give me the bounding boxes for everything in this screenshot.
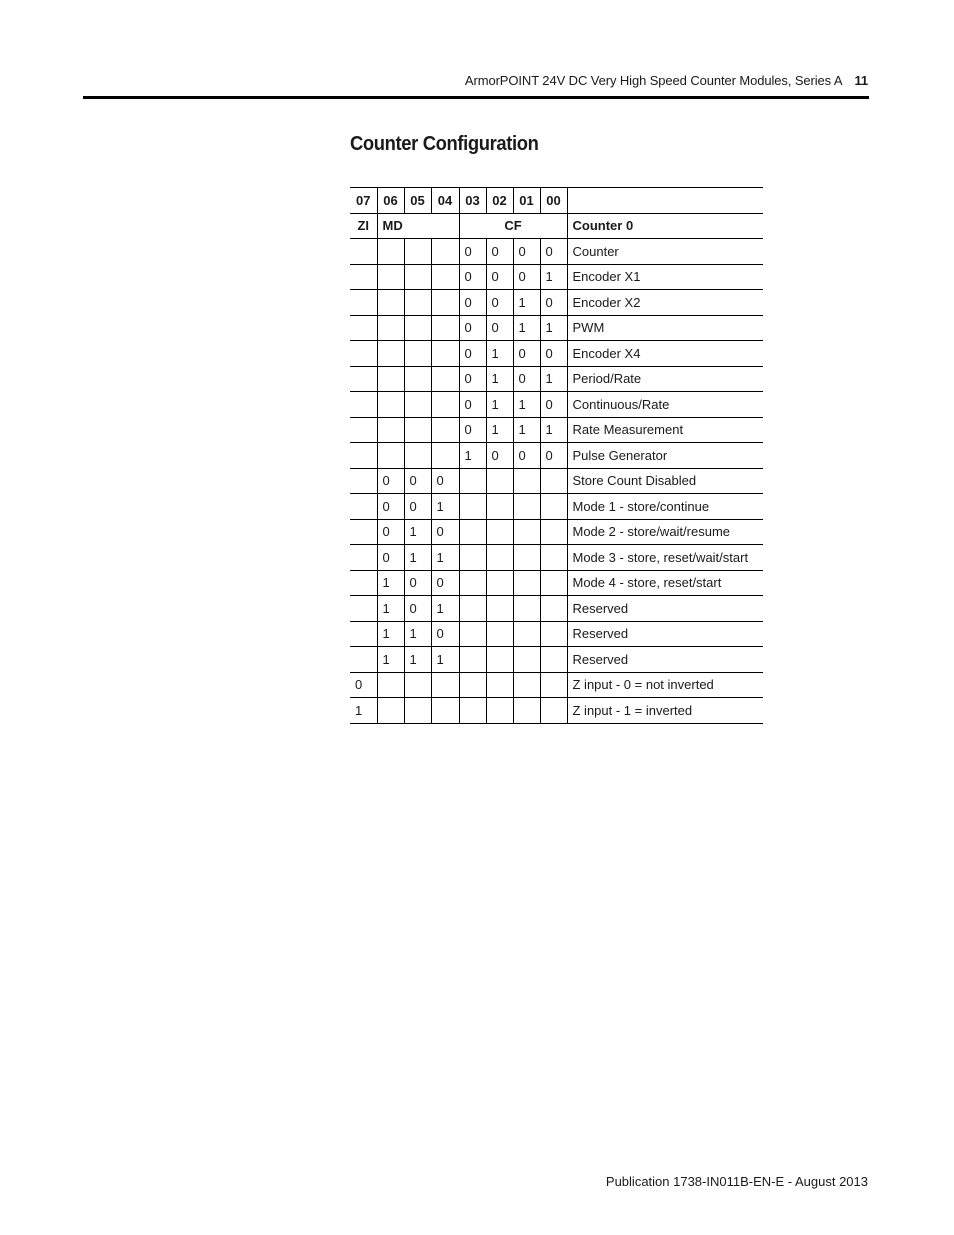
bit-value-cell xyxy=(486,570,513,596)
description-cell: Mode 3 - store, reset/wait/start xyxy=(567,545,763,571)
bit-value-cell: 0 xyxy=(540,443,567,469)
bit-value-cell: 0 xyxy=(459,392,486,418)
bit-value-cell: 1 xyxy=(486,417,513,443)
bit-value-cell xyxy=(486,621,513,647)
bit-value-cell xyxy=(540,621,567,647)
bit-value-cell: 0 xyxy=(513,341,540,367)
bit-value-cell xyxy=(486,545,513,571)
counter-configuration-table xyxy=(350,187,763,724)
bit-value-cell: 0 xyxy=(513,443,540,469)
bit-header-row xyxy=(350,188,763,214)
table-row xyxy=(350,264,763,290)
bit-value-cell xyxy=(404,290,431,316)
bit-value-cell xyxy=(350,290,377,316)
bit-value-cell: 0 xyxy=(540,392,567,418)
md-group-cell: MD xyxy=(377,213,459,239)
description-cell: PWM xyxy=(567,315,763,341)
bit-value-cell: 0 xyxy=(431,570,459,596)
bit-value-cell xyxy=(431,672,459,698)
table-row xyxy=(350,392,763,418)
description-cell: Reserved xyxy=(567,647,763,673)
bit-value-cell: 0 xyxy=(431,621,459,647)
bit-value-cell: 0 xyxy=(459,239,486,265)
description-cell: Mode 4 - store, reset/start xyxy=(567,570,763,596)
page-number: 11 xyxy=(854,73,868,88)
bit-value-cell xyxy=(350,647,377,673)
bit-value-cell xyxy=(377,341,404,367)
bit-value-cell xyxy=(431,366,459,392)
bit-value-cell xyxy=(540,698,567,724)
bit-value-cell xyxy=(404,315,431,341)
bit-value-cell xyxy=(377,366,404,392)
bit-value-cell xyxy=(459,698,486,724)
header-title: ArmorPOINT 24V DC Very High Speed Counter Modules, Series A xyxy=(464,73,843,88)
bit-header-cell: 02 xyxy=(486,188,513,214)
table-row xyxy=(350,545,763,571)
table-row xyxy=(350,468,763,494)
bit-value-cell: 1 xyxy=(377,570,404,596)
bit-value-cell xyxy=(431,239,459,265)
bit-value-cell: 0 xyxy=(540,290,567,316)
bit-value-cell xyxy=(350,239,377,265)
bit-value-cell xyxy=(486,672,513,698)
bit-value-cell xyxy=(431,417,459,443)
bit-value-cell xyxy=(540,468,567,494)
bit-value-cell xyxy=(404,239,431,265)
bit-value-cell: 0 xyxy=(459,417,486,443)
bit-value-cell: 1 xyxy=(404,647,431,673)
bit-value-cell: 0 xyxy=(540,341,567,367)
bit-value-cell: 0 xyxy=(540,239,567,265)
table-row xyxy=(350,647,763,673)
bit-value-cell: 0 xyxy=(459,264,486,290)
bit-value-cell: 1 xyxy=(431,545,459,571)
table-row xyxy=(350,494,763,520)
description-cell: Mode 1 - store/continue xyxy=(567,494,763,520)
bit-value-cell xyxy=(513,519,540,545)
bit-value-cell xyxy=(459,596,486,622)
description-header-blank xyxy=(567,188,763,214)
bit-value-cell xyxy=(350,545,377,571)
bit-value-cell xyxy=(404,264,431,290)
bit-value-cell: 0 xyxy=(459,290,486,316)
bit-value-cell: 1 xyxy=(431,647,459,673)
bit-value-cell xyxy=(350,494,377,520)
section-title: Counter Configuration xyxy=(350,133,539,155)
bit-header-cell: 00 xyxy=(540,188,567,214)
zi-group-cell: ZI xyxy=(350,213,377,239)
bit-value-cell: 0 xyxy=(377,545,404,571)
bit-value-cell: 0 xyxy=(404,468,431,494)
bit-value-cell: 0 xyxy=(486,264,513,290)
description-cell: Reserved xyxy=(567,621,763,647)
bit-value-cell xyxy=(404,443,431,469)
bit-value-cell xyxy=(540,647,567,673)
table-row xyxy=(350,519,763,545)
bit-value-cell xyxy=(431,392,459,418)
bit-value-cell xyxy=(404,366,431,392)
bit-value-cell xyxy=(377,264,404,290)
bit-value-cell: 1 xyxy=(513,315,540,341)
bit-value-cell: 0 xyxy=(513,239,540,265)
bit-value-cell: 1 xyxy=(459,443,486,469)
bit-value-cell xyxy=(350,315,377,341)
bit-value-cell xyxy=(459,545,486,571)
bit-value-cell xyxy=(377,239,404,265)
bit-value-cell: 1 xyxy=(377,621,404,647)
header-rule xyxy=(83,96,869,99)
bit-value-cell xyxy=(377,315,404,341)
bit-value-cell xyxy=(431,341,459,367)
bit-value-cell xyxy=(350,264,377,290)
table-row xyxy=(350,366,763,392)
bit-value-cell xyxy=(486,596,513,622)
bit-value-cell xyxy=(540,672,567,698)
description-cell: Rate Measurement xyxy=(567,417,763,443)
bit-value-cell xyxy=(459,468,486,494)
bit-value-cell xyxy=(486,494,513,520)
table-row xyxy=(350,290,763,316)
bit-value-cell: 0 xyxy=(350,672,377,698)
bit-header-cell: 03 xyxy=(459,188,486,214)
bit-value-cell xyxy=(431,315,459,341)
bit-value-cell: 1 xyxy=(404,621,431,647)
publication-footer: Publication 1738-IN011B-EN-E - August 2013 xyxy=(605,1174,868,1189)
bit-value-cell: 1 xyxy=(486,341,513,367)
bit-value-cell xyxy=(404,698,431,724)
bit-value-cell: 0 xyxy=(377,468,404,494)
bit-value-cell xyxy=(513,545,540,571)
bit-value-cell: 0 xyxy=(377,519,404,545)
bit-value-cell xyxy=(459,519,486,545)
bit-value-cell: 1 xyxy=(404,519,431,545)
bit-value-cell: 0 xyxy=(404,596,431,622)
bit-value-cell xyxy=(350,392,377,418)
bit-value-cell: 1 xyxy=(540,315,567,341)
bit-value-cell xyxy=(513,596,540,622)
bit-value-cell: 1 xyxy=(513,392,540,418)
bit-value-cell xyxy=(431,443,459,469)
table-row xyxy=(350,417,763,443)
bit-value-cell xyxy=(350,596,377,622)
table-row xyxy=(350,570,763,596)
bit-header-cell: 01 xyxy=(513,188,540,214)
bit-header-cell: 06 xyxy=(377,188,404,214)
bit-value-cell: 1 xyxy=(486,392,513,418)
bit-value-cell xyxy=(513,621,540,647)
cf-group-cell: CF xyxy=(459,213,567,239)
table-row xyxy=(350,315,763,341)
bit-value-cell: 1 xyxy=(540,366,567,392)
description-cell: Encoder X2 xyxy=(567,290,763,316)
description-cell: Store Count Disabled xyxy=(567,468,763,494)
bit-value-cell xyxy=(486,519,513,545)
description-cell: Z input - 0 = not inverted xyxy=(567,672,763,698)
table-row xyxy=(350,596,763,622)
bit-value-cell xyxy=(459,570,486,596)
bit-value-cell: 0 xyxy=(459,366,486,392)
bit-value-cell xyxy=(350,570,377,596)
bit-value-cell: 0 xyxy=(486,290,513,316)
bit-value-cell xyxy=(377,672,404,698)
description-cell: Period/Rate xyxy=(567,366,763,392)
bit-value-cell: 0 xyxy=(459,315,486,341)
bit-value-cell: 0 xyxy=(513,264,540,290)
bit-value-cell: 0 xyxy=(431,468,459,494)
running-header xyxy=(465,73,868,88)
bit-value-cell: 1 xyxy=(404,545,431,571)
bit-value-cell: 1 xyxy=(486,366,513,392)
description-cell: Continuous/Rate xyxy=(567,392,763,418)
bit-value-cell xyxy=(404,341,431,367)
bit-value-cell xyxy=(350,417,377,443)
bit-value-cell xyxy=(540,570,567,596)
description-cell: Z input - 1 = inverted xyxy=(567,698,763,724)
table-row xyxy=(350,239,763,265)
counter-group-cell: Counter 0 xyxy=(567,213,763,239)
bit-value-cell: 0 xyxy=(404,494,431,520)
bit-value-cell xyxy=(513,494,540,520)
bit-value-cell: 0 xyxy=(377,494,404,520)
bit-value-cell xyxy=(350,366,377,392)
bit-value-cell xyxy=(431,290,459,316)
bit-value-cell xyxy=(459,621,486,647)
bit-value-cell: 1 xyxy=(350,698,377,724)
bit-value-cell xyxy=(377,698,404,724)
bit-value-cell xyxy=(350,341,377,367)
bit-value-cell: 0 xyxy=(513,366,540,392)
description-cell: Encoder X1 xyxy=(567,264,763,290)
bit-value-cell xyxy=(513,468,540,494)
table-row xyxy=(350,672,763,698)
bit-value-cell: 0 xyxy=(486,315,513,341)
table-row xyxy=(350,443,763,469)
bit-value-cell: 1 xyxy=(540,264,567,290)
bit-value-cell xyxy=(350,519,377,545)
description-cell: Mode 2 - store/wait/resume xyxy=(567,519,763,545)
bit-value-cell xyxy=(350,621,377,647)
bit-value-cell xyxy=(486,468,513,494)
table-row xyxy=(350,621,763,647)
bit-value-cell xyxy=(404,392,431,418)
bit-value-cell xyxy=(513,698,540,724)
bit-value-cell: 1 xyxy=(431,494,459,520)
description-cell: Encoder X4 xyxy=(567,341,763,367)
bit-value-cell xyxy=(377,290,404,316)
bit-value-cell xyxy=(486,647,513,673)
bit-value-cell xyxy=(513,647,540,673)
bit-header-cell: 05 xyxy=(404,188,431,214)
bit-header-cell: 04 xyxy=(431,188,459,214)
description-cell: Counter xyxy=(567,239,763,265)
bit-value-cell xyxy=(431,264,459,290)
bit-value-cell: 1 xyxy=(513,417,540,443)
bit-value-cell xyxy=(459,672,486,698)
description-cell: Reserved xyxy=(567,596,763,622)
bit-value-cell: 0 xyxy=(486,443,513,469)
table-row xyxy=(350,341,763,367)
bit-value-cell xyxy=(350,443,377,469)
bit-value-cell xyxy=(513,672,540,698)
bit-value-cell: 1 xyxy=(513,290,540,316)
bit-value-cell: 0 xyxy=(459,341,486,367)
bit-value-cell xyxy=(540,519,567,545)
bit-value-cell: 0 xyxy=(486,239,513,265)
bit-value-cell xyxy=(377,443,404,469)
bit-value-cell xyxy=(513,570,540,596)
field-group-row xyxy=(350,213,763,239)
bit-header-cell: 07 xyxy=(350,188,377,214)
bit-value-cell: 1 xyxy=(377,647,404,673)
bit-value-cell xyxy=(404,417,431,443)
description-cell: Pulse Generator xyxy=(567,443,763,469)
bit-value-cell xyxy=(377,417,404,443)
bit-value-cell xyxy=(459,647,486,673)
bit-value-cell xyxy=(459,494,486,520)
table-row xyxy=(350,698,763,724)
bit-value-cell: 1 xyxy=(431,596,459,622)
bit-value-cell xyxy=(540,596,567,622)
bit-value-cell: 1 xyxy=(540,417,567,443)
bit-value-cell xyxy=(540,494,567,520)
bit-value-cell xyxy=(431,698,459,724)
bit-value-cell xyxy=(377,392,404,418)
bit-value-cell: 0 xyxy=(431,519,459,545)
bit-value-cell xyxy=(350,468,377,494)
bit-value-cell: 0 xyxy=(404,570,431,596)
bit-value-cell xyxy=(486,698,513,724)
bit-value-cell xyxy=(540,545,567,571)
bit-value-cell: 1 xyxy=(377,596,404,622)
bit-value-cell xyxy=(404,672,431,698)
